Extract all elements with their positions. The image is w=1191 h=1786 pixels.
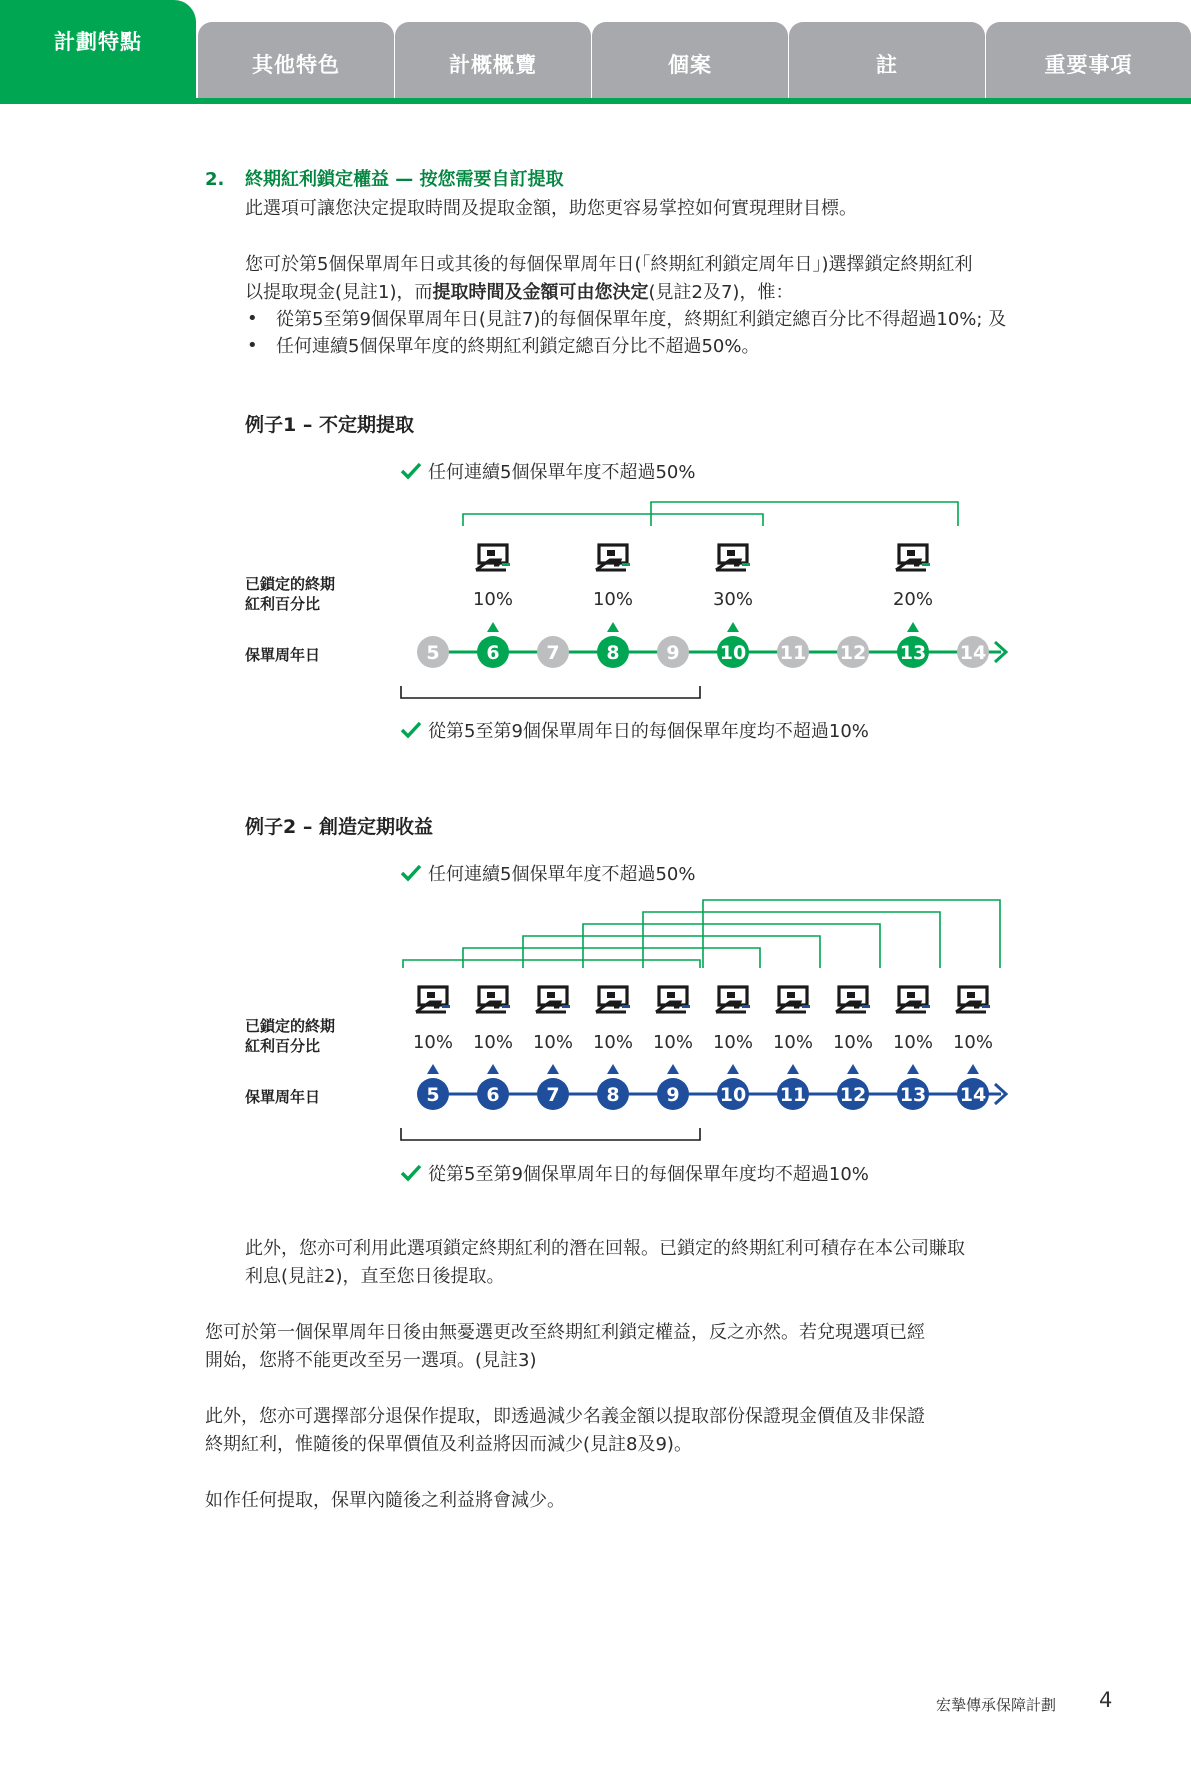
triangle-marker bbox=[667, 1064, 679, 1074]
computer-hand-icon bbox=[716, 987, 750, 1012]
section-number: 2. bbox=[205, 169, 225, 190]
triangle-marker bbox=[727, 622, 739, 632]
footer-plan-name: 宏摯傳承保障計劃 bbox=[936, 1696, 1057, 1714]
example2-diagram bbox=[0, 890, 1191, 1150]
example2-label-locked-1: 已鎖定的終期 bbox=[245, 1017, 336, 1035]
bracket-5yr bbox=[463, 948, 760, 968]
triangle-marker bbox=[907, 1064, 919, 1074]
example2-top-check bbox=[400, 860, 695, 886]
triangle-marker bbox=[607, 622, 619, 632]
tab-plan-features[interactable]: 計劃特點 bbox=[0, 0, 196, 100]
year-label: 13 bbox=[899, 1084, 927, 1106]
triangle-marker bbox=[727, 1064, 739, 1074]
year-label: 8 bbox=[606, 1084, 620, 1106]
bullet-2: 任何連續5個保單年度的終期紅利鎖定總百分比不超過50%。 bbox=[276, 336, 760, 357]
year-label: 7 bbox=[546, 642, 560, 664]
percentage-label: 10% bbox=[652, 1032, 694, 1053]
example1-label-locked-1: 已鎖定的終期 bbox=[245, 575, 336, 593]
example1-label-locked-2: 紅利百分比 bbox=[245, 595, 321, 613]
bullet-dot-1: • bbox=[247, 308, 258, 329]
para4: 如作任何提取，保單內隨後之利益將會減少。 bbox=[205, 1490, 565, 1511]
example2-label-anniv: 保單周年日 bbox=[245, 1088, 321, 1106]
triangle-marker bbox=[487, 622, 499, 632]
example1-title: 例子1 – 不定期提取 bbox=[245, 414, 414, 436]
year-label: 9 bbox=[666, 642, 680, 664]
para1-line2: 利息(見註2)，直至您日後提取。 bbox=[245, 1266, 505, 1287]
triangle-marker bbox=[487, 1064, 499, 1074]
year-label: 5 bbox=[426, 1084, 440, 1106]
para2-line2: 開始，您將不能更改至另一選項。(見註3) bbox=[205, 1350, 537, 1371]
percentage-label: 10% bbox=[412, 1032, 454, 1053]
example2-label-locked-2: 紅利百分比 bbox=[245, 1037, 321, 1055]
year-label: 11 bbox=[779, 642, 807, 664]
para1-line1: 此外，您亦可利用此選項鎖定終期紅利的潛在回報。已鎖定的終期紅利可積存在本公司賺取 bbox=[245, 1238, 965, 1259]
example1-diagram bbox=[0, 480, 1191, 710]
computer-hand-icon bbox=[956, 987, 990, 1012]
check-icon bbox=[400, 862, 422, 884]
year-label: 7 bbox=[546, 1084, 560, 1106]
bracket-5yr bbox=[703, 900, 1000, 968]
computer-hand-icon bbox=[836, 987, 870, 1012]
section-intro: 此選項可讓您決定提取時間及提取金額，助您更容易掌控如何實現理財目標。 bbox=[245, 198, 857, 219]
para3-line2: 終期紅利，惟隨後的保單價值及利益將因而減少(見註8及9)。 bbox=[205, 1434, 692, 1455]
example2-bottom-check bbox=[400, 1160, 869, 1186]
tab-other-features[interactable]: 其他特色 bbox=[198, 22, 394, 98]
example2-title: 例子2 – 創造定期收益 bbox=[245, 816, 433, 838]
bracket-5yr bbox=[583, 924, 880, 968]
computer-hand-icon bbox=[776, 987, 810, 1012]
year-label: 6 bbox=[486, 1084, 500, 1106]
section-title: 終期紅利鎖定權益 — 按您需要自訂提取 bbox=[245, 169, 564, 190]
example2-bottom-check-text: 從第5至第9個保單周年日的每個保單年度均不超過10% bbox=[428, 1164, 869, 1185]
bracket-5yr bbox=[463, 514, 763, 526]
triangle-marker bbox=[847, 1064, 859, 1074]
year-label: 12 bbox=[839, 1084, 867, 1106]
computer-hand-icon bbox=[596, 987, 630, 1012]
computer-hand-icon bbox=[536, 987, 570, 1012]
percentage-label: 30% bbox=[712, 589, 754, 610]
bracket-5yr bbox=[403, 960, 700, 968]
computer-hand-icon bbox=[896, 545, 930, 570]
percentage-label: 10% bbox=[832, 1032, 874, 1053]
computer-hand-icon bbox=[596, 545, 630, 570]
bracket-5-to-9 bbox=[401, 1128, 700, 1140]
percentage-label: 20% bbox=[892, 589, 934, 610]
percentage-label: 10% bbox=[592, 589, 634, 610]
bullet-dot-2: • bbox=[247, 335, 258, 356]
example2-top-check-text: 任何連續5個保單年度不超過50% bbox=[428, 864, 696, 885]
year-label: 9 bbox=[666, 1084, 680, 1106]
example1-bottom-check-text: 從第5至第9個保單周年日的每個保單年度均不超過10% bbox=[428, 721, 869, 742]
percentage-label: 10% bbox=[592, 1032, 634, 1053]
tab-notes[interactable]: 註 bbox=[789, 22, 985, 98]
para3-line1: 此外，您亦可選擇部分退保作提取，即透過減少名義金額以提取部份保證現金價值及非保證 bbox=[205, 1406, 925, 1427]
percentage-label: 10% bbox=[772, 1032, 814, 1053]
year-label: 13 bbox=[899, 642, 927, 664]
tab-important-info[interactable]: 重要事項 bbox=[986, 22, 1191, 98]
year-label: 8 bbox=[606, 642, 620, 664]
computer-hand-icon bbox=[416, 987, 450, 1012]
bullet-1: 從第5至第9個保單周年日(見註7)的每個保單年度，終期紅利鎖定總百分比不得超過10%; 及 bbox=[276, 309, 1007, 330]
para-line2-bold: 提取時間及金額可由您決定 bbox=[432, 282, 649, 303]
computer-hand-icon bbox=[656, 987, 690, 1012]
triangle-marker bbox=[547, 1064, 559, 1074]
year-label: 10 bbox=[719, 642, 747, 664]
tab-underline bbox=[0, 98, 1191, 104]
para-line2-a: 以提取現金(見註1)，而 bbox=[245, 282, 433, 303]
triangle-marker bbox=[907, 622, 919, 632]
bracket-5yr bbox=[523, 936, 820, 968]
percentage-label: 10% bbox=[472, 589, 514, 610]
section-para-line2 bbox=[245, 279, 793, 307]
percentage-label: 10% bbox=[952, 1032, 994, 1053]
example1-label-anniv: 保單周年日 bbox=[245, 646, 321, 664]
percentage-label: 10% bbox=[472, 1032, 514, 1053]
year-label: 12 bbox=[839, 642, 867, 664]
year-label: 14 bbox=[959, 642, 987, 664]
triangle-marker bbox=[787, 1064, 799, 1074]
computer-hand-icon bbox=[716, 545, 750, 570]
computer-hand-icon bbox=[476, 987, 510, 1012]
year-label: 11 bbox=[779, 1084, 807, 1106]
check-icon bbox=[400, 719, 422, 741]
triangle-marker bbox=[967, 1064, 979, 1074]
example1-bottom-check bbox=[400, 717, 869, 743]
tab-case[interactable]: 個案 bbox=[592, 22, 788, 98]
year-label: 6 bbox=[486, 642, 500, 664]
para2-line1: 您可於第一個保單周年日後由無憂選更改至終期紅利鎖定權益，反之亦然。若兌現選項已經 bbox=[205, 1322, 925, 1343]
computer-hand-icon bbox=[476, 545, 510, 570]
percentage-label: 10% bbox=[532, 1032, 574, 1053]
year-label: 5 bbox=[426, 642, 440, 664]
year-label: 14 bbox=[959, 1084, 987, 1106]
check-icon bbox=[400, 1162, 422, 1184]
year-label: 10 bbox=[719, 1084, 747, 1106]
percentage-label: 10% bbox=[892, 1032, 934, 1053]
example1-top-check-text: 任何連續5個保單年度不超過50% bbox=[428, 462, 696, 483]
tab-plan-overview[interactable]: 計概概覽 bbox=[395, 22, 591, 98]
computer-hand-icon bbox=[896, 987, 930, 1012]
check-icon bbox=[400, 460, 422, 482]
triangle-marker bbox=[427, 1064, 439, 1074]
bracket-5-to-9 bbox=[401, 686, 700, 698]
percentage-label: 10% bbox=[712, 1032, 754, 1053]
footer-page-number: 4 bbox=[1099, 1688, 1113, 1712]
triangle-marker bbox=[607, 1064, 619, 1074]
para-line2-b: (見註2及7)，惟： bbox=[648, 282, 794, 303]
section-para-line1: 您可於第5個保單周年日或其後的每個保單周年日(「終期紅利鎖定周年日」)選擇鎖定終期紅利 bbox=[245, 254, 973, 275]
